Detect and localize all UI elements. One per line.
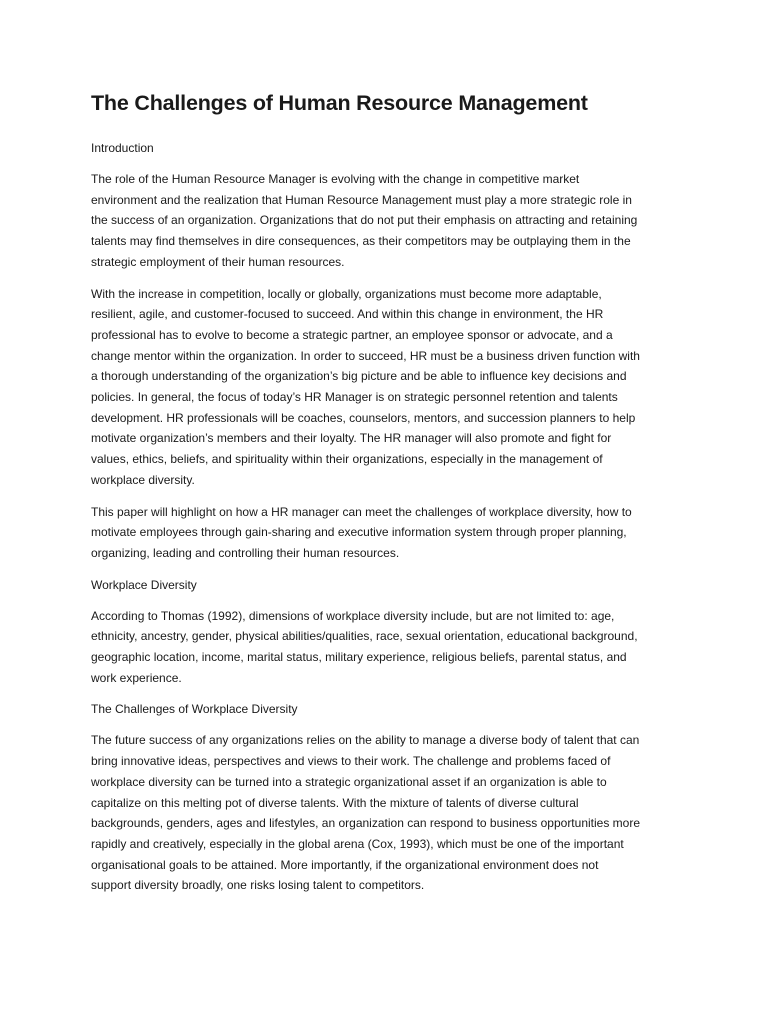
text-line: The future success of any organizations relies on the ability to manage a diverse body of talent that can — [91, 733, 640, 748]
text-line: capitalize on this melting pot of diverse talents. With the mixture of talents of diverse cultural — [91, 795, 579, 810]
text-line: organisational goals to be attained. More importantly, if the organizational environment does not — [91, 857, 599, 872]
text-line: a thorough understanding of the organization’s big picture and be able to influence key decisions and — [91, 369, 627, 384]
section-heading: Workplace Diversity — [91, 577, 197, 592]
text-line: workplace diversity. — [91, 472, 195, 487]
document-body — [91, 138, 681, 896]
text-line: work experience. — [91, 670, 182, 685]
text-line: rapidly and creatively, especially in the global arena (Cox, 1993), which must be one of the important — [91, 836, 624, 851]
text-line: motivate organization’s members and their loyalty. The HR manager will also promote and fight for — [91, 431, 612, 446]
text-line: According to Thomas (1992), dimensions of workplace diversity include, but are not limited to: age, — [91, 608, 615, 623]
text-line: ethnicity, ancestry, gender, physical abilities/qualities, race, sexual orientation, educational background, — [91, 629, 638, 644]
text-line: The role of the Human Resource Manager is evolving with the change in competitive market — [91, 172, 580, 186]
text-line: values, ethics, beliefs, and spirituality within their organizations, especially in the management of — [91, 452, 603, 467]
text-line: the success of an organization. Organizations that do not put their emphasis on attracting and retaining — [91, 213, 638, 228]
text-line: support diversity broadly, one risks losing talent to competitors. — [91, 878, 425, 893]
document-title: The Challenges of Human Resource Management — [91, 91, 588, 115]
text-line: environment and the realization that Human Resource Management must play a more strategic role in — [91, 192, 632, 207]
text-line: resilient, agile, and customer-focused to succeed. And within this change in environment, the HR — [91, 307, 604, 322]
paragraph — [91, 284, 681, 491]
text-line: strategic employment of their human resources. — [91, 254, 345, 269]
paragraph — [91, 730, 681, 896]
text-line: backgrounds, genders, ages and lifestyles, an organization can respond to business opportunities more — [91, 816, 641, 831]
text-line: organizing, leading and controlling their human resources. — [91, 545, 400, 560]
text-line: bring innovative ideas, perspectives and views to their work. The challenge and problems faced of — [91, 754, 611, 769]
text-line: policies. In general, the focus of today’s HR Manager is on strategic personnel retention and talents — [91, 390, 618, 405]
text-line: development. HR professionals will be coaches, counselors, mentors, and succession planners to help — [91, 410, 636, 425]
text-line: talents may find themselves in dire consequences, as their competitors may be outplaying them in the — [91, 234, 631, 249]
document-page — [91, 88, 681, 907]
text-line: workplace diversity can be turned into a strategic organizational asset if an organization is able to — [91, 774, 607, 789]
text-line: change mentor within the organization. In order to succeed, HR must be a business driven function with — [91, 348, 640, 363]
text-line: With the increase in competition, locally or globally, organizations must become more adaptable, — [91, 286, 602, 301]
paragraph — [91, 502, 681, 564]
section-heading: The Challenges of Workplace Diversity — [91, 702, 298, 717]
paragraph — [91, 169, 681, 273]
text-line: This paper will highlight on how a HR manager can meet the challenges of workplace diversity, how to — [91, 504, 632, 519]
text-line: geographic location, income, marital status, military experience, religious beliefs, parental status, and — [91, 650, 627, 665]
text-line: motivate employees through gain-sharing and executive information system through proper planning, — [91, 525, 627, 540]
section-heading: Introduction — [91, 141, 154, 155]
text-line: professional has to evolve to become a strategic partner, an employee sponsor or advocate, and a — [91, 327, 613, 342]
paragraph — [91, 606, 681, 689]
